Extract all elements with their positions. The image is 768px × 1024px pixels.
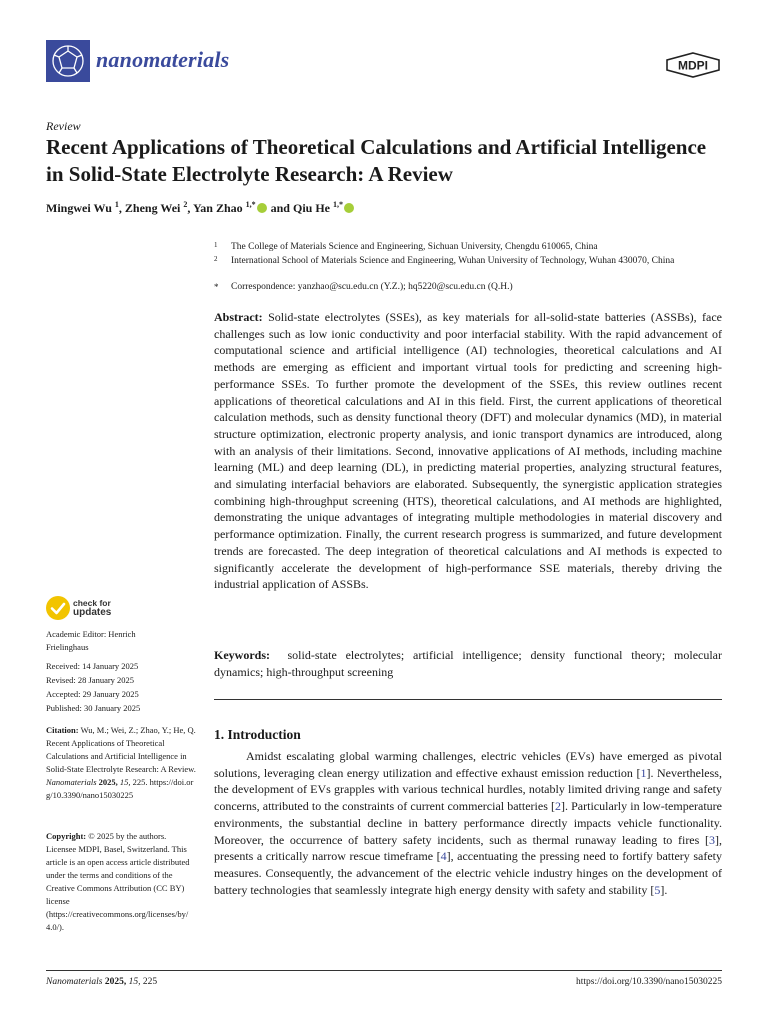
mdpi-logo[interactable]: [664, 52, 722, 78]
fullerene-icon: [46, 40, 90, 82]
reference-link[interactable]: 2: [555, 799, 562, 814]
journal-header: [46, 40, 722, 84]
author-affiliation-sup: 1,*: [245, 200, 256, 209]
affiliation-number: 1: [214, 241, 218, 249]
citation-label: Citation:: [46, 725, 79, 735]
affiliation-number: *: [214, 282, 219, 292]
author-name[interactable]: Yan Zhao: [192, 201, 246, 215]
abstract: [214, 309, 722, 593]
citation-text: Wu, M.; Wei, Z.; Zhao, Y.; He, Q. Recent Applications of Theoretical Calculations and Artificial Intelligence in Solid-State Electrolyte Research: A Review.: [46, 725, 196, 774]
author-affiliation-sup: 1,*: [333, 200, 343, 209]
orcid-icon[interactable]: [344, 203, 354, 213]
accepted-date: Accepted: 29 January 2025: [46, 689, 139, 699]
abstract-label: Abstract:: [214, 310, 263, 324]
footer-journal: Nanomaterials: [46, 977, 103, 987]
citation-block: [46, 724, 196, 802]
mdpi-logo-text: MDPI: [678, 58, 708, 73]
check-updates-text: [73, 598, 111, 618]
footer-doi-link[interactable]: https://doi.org/10.3390/nano15030225: [575, 977, 722, 987]
author-list: [46, 200, 355, 216]
section-divider: [214, 699, 722, 700]
reference-link[interactable]: 5: [654, 882, 661, 897]
copyright-block: [46, 830, 191, 934]
author-separator: and: [267, 201, 293, 215]
author-name[interactable]: Mingwei Wu: [46, 201, 115, 215]
introduction-paragraph: [214, 748, 722, 898]
footer-citation: [46, 977, 157, 987]
journal-name[interactable]: nanomaterials: [96, 47, 230, 72]
citation-year: 2025,: [98, 777, 118, 787]
footer-year: 2025,: [104, 977, 127, 987]
intro-text: ].: [660, 882, 668, 897]
check-updates-line2: updates: [73, 607, 112, 618]
author-separator: ,: [118, 201, 125, 215]
check-updates-line1: check for: [73, 598, 111, 608]
correspondence-text[interactable]: Correspondence: yanzhao@scu.edu.cn (Y.Z.); hq5220@scu.edu.cn (Q.H.): [231, 282, 513, 292]
intro-text: ]. Nevertheless, the development of EVs grapples with various technical hurdles, notably limited driving range and safety concerns, attributed to the constraints of current commercial batteries [: [214, 765, 722, 814]
footer-article-number: 225: [142, 977, 158, 987]
footer-divider: [46, 970, 722, 971]
author-separator: ,: [187, 201, 193, 215]
check-updates-icon: [46, 596, 70, 620]
copyright-label: Copyright:: [46, 831, 87, 841]
citation-doi[interactable]: 225. https://doi.org/10.3390/nano15030225: [46, 777, 194, 800]
footer-volume: 15,: [128, 977, 141, 987]
intro-text: ], presents a critically narrow rescue timeframe [: [214, 832, 722, 864]
author-name[interactable]: Zheng Wei: [124, 201, 184, 215]
section-title: 1. Introduction: [214, 727, 301, 742]
keywords: [214, 647, 722, 680]
intro-text: Amidst escalating global warming challenges, electric vehicles (EVs) have emerged as pivotal solutions, leveraging clean energy utilization and effective exhaust emission reduction [: [214, 749, 722, 780]
copyright-text: © 2025 by the authors. Licensee MDPI, Basel, Switzerland. This article is an open access article distributed under the terms and conditions of the Creative Commons Attribution (CC BY) license (https://creativecommons.org/licenses/by/4.0/).: [46, 831, 190, 932]
author-affiliation-sup: 1: [114, 200, 119, 209]
keywords-label: Keywords:: [214, 648, 270, 662]
intro-text: ]. Particularly in low-temperature environments, the substantial decline in battery performance directly impacts vehicle functionality. Moreover, the occurrence of battery safety incidents, such as thermal runaway leading to fires [: [214, 799, 723, 847]
abstract-text: Solid-state electrolytes (SSEs), as key materials for all-solid-state batteries (ASSBs), face challenges such as low ionic conductivity and poor interfacial stability. With the rapid advancement of computational science and artificial intelligence (AI) technologies, theoretical calculations and AI methods are emerging as efficient and important virtual tools for predicting and screening high-performance SSEs. To further promote the development of the SSEs, this review outlines recent applications of theoretical calculations and AI in this field. First, the current applications of theoretical calculation methods, such as density functional theory (DFT) and molecular dynamics (MD), in material structure optimization, electronic property analysis, and ionic transport dynamics are introduced, along with an analysis of their limitations. Second, innovative applications of AI methods, including machine learning (ML) and deep learning (DL), in predicting material properties, analyzing structural features, and simulating interfacial behaviors are elaborated. Subsequently, the synergistic application strategies combining high-throughput screening (HTS), theoretical calculations, and AI methods are highlighted, demonstrating the unique advantages of integrating multiple methodologies in material discovery and performance optimization. Finally, the current research progress is summarized, and future development trends are forecasted. The deep integration of theoretical calculations and AI methods is expected to significantly accelerate the development of high-performance SSE materials, thereby driving the industrial application of ASSBs.: [214, 310, 722, 592]
orcid-icon[interactable]: [257, 203, 267, 213]
reference-link[interactable]: 4: [440, 849, 447, 864]
affiliation-number: 2: [214, 255, 218, 263]
author-affiliation-sup: 2: [183, 200, 188, 209]
article-title: Recent Applications of Theoretical Calculations and Artificial Intelligence in Solid-State Electrolyte Research: A Review: [46, 135, 707, 186]
check-for-updates-badge[interactable]: [46, 596, 146, 622]
keywords-text: solid-state electrolytes; artificial intelligence; density functional theory; molecular dynamics; high-throughput screening: [214, 648, 722, 679]
affiliation-text: The College of Materials Science and Engineering, Sichuan University, Chengdu 610065, China: [231, 242, 598, 252]
intro-text: ], accentuating the pressing need to fortify battery safety measures. Consequently, the advancement of the electric vehicle industry hinges on the development of battery technologies that seamlessly integrate high energy density with safety and stability [: [214, 849, 722, 897]
citation-volume: 15,: [119, 777, 131, 787]
affiliation-text: International School of Materials Science and Engineering, Wuhan University of Technology, Wuhan 430070, China: [231, 256, 675, 266]
reference-link[interactable]: 1: [640, 765, 647, 780]
reference-link[interactable]: 3: [709, 832, 715, 847]
academic-editor: Academic Editor: Henrich Frielinghaus: [46, 629, 136, 652]
received-date: Received: 14 January 2025: [46, 661, 139, 671]
citation-journal: Nanomaterials: [46, 777, 97, 787]
author-name[interactable]: Qiu He: [292, 201, 333, 215]
published-date: Published: 30 January 2025: [46, 703, 141, 713]
revised-date: Revised: 28 January 2025: [46, 675, 135, 685]
article-type: Review: [46, 119, 81, 133]
